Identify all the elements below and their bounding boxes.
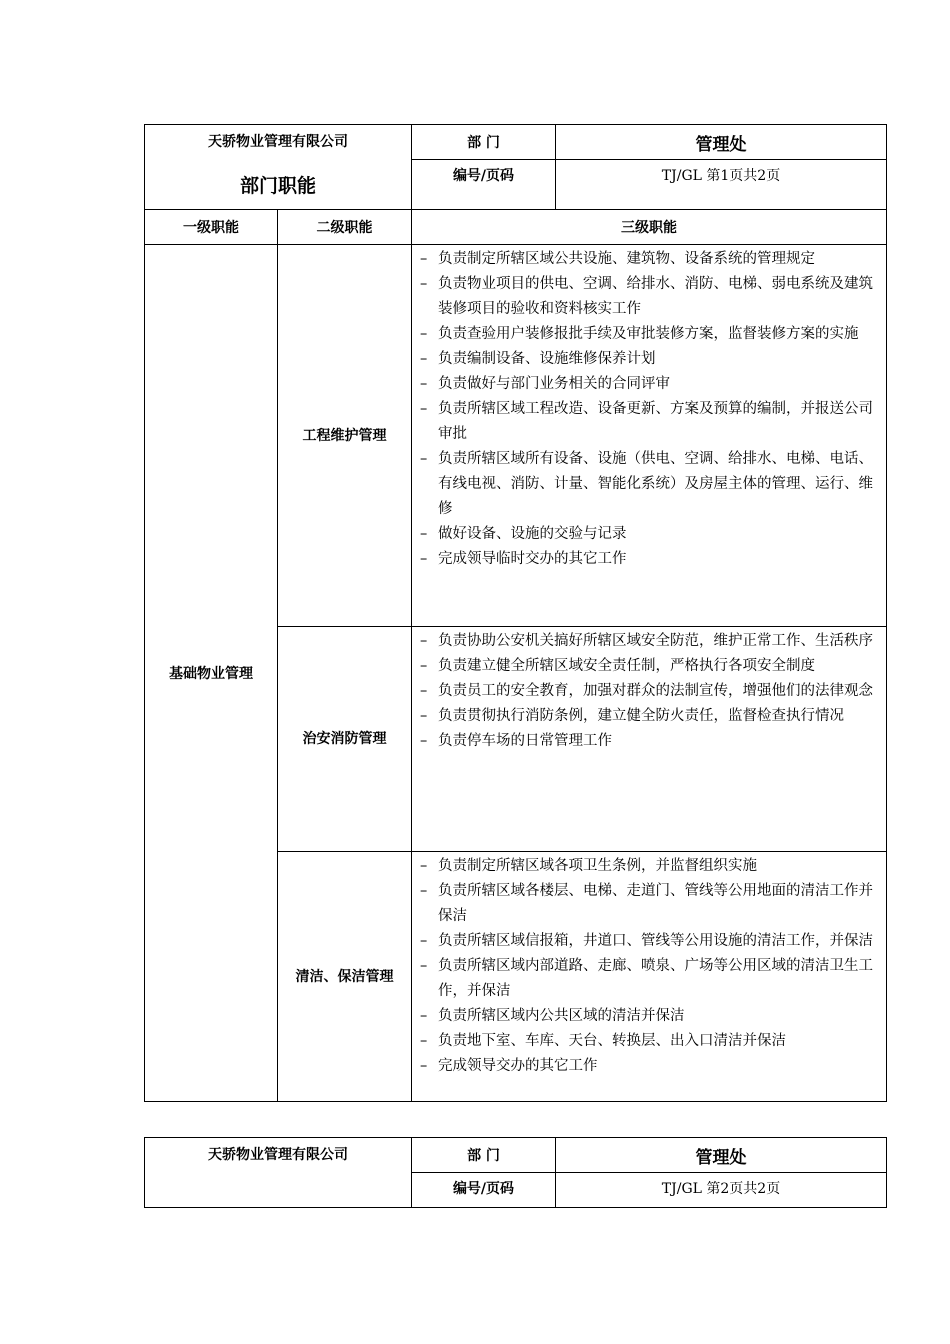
- column-header-level3: 三级职能: [412, 210, 887, 245]
- list-item: – 负责所辖区域工程改造、设备更新、方案及预算的编制，并报送公司审批: [420, 397, 880, 447]
- column-header-level2: 二级职能: [278, 210, 412, 245]
- page2-header-table: [144, 1137, 887, 1208]
- list-item: – 负责地下室、车库、天台、转换层、出入口清洁并保洁: [420, 1029, 880, 1054]
- engineering-duties-list: [412, 247, 886, 572]
- document-title: 部门职能: [239, 175, 316, 197]
- level3-engineering-cell: [412, 245, 887, 627]
- list-item: – 完成领导临时交办的其它工作: [420, 547, 880, 572]
- page-value: TJ/GL 第1页共2页: [556, 160, 887, 210]
- list-item: – 负责做好与部门业务相关的合同评审: [420, 372, 880, 397]
- list-item: – 负责所辖区域所有设备、设施（供电、空调、给排水、电梯、电话、有线电视、消防、计量、智能化系统）及房屋主体的管理、运行、维修: [420, 447, 880, 522]
- list-item: – 负责编制设备、设施维修保养计划: [420, 347, 880, 372]
- level1-function: 基础物业管理: [145, 245, 278, 1102]
- page-label: 编号/页码: [412, 1173, 556, 1208]
- level3-cleaning-cell: [412, 852, 887, 1102]
- level2-cleaning: 清洁、保洁管理: [278, 852, 412, 1102]
- column-header-level1: 一级职能: [145, 210, 278, 245]
- dept-label: 部 门: [412, 1138, 556, 1173]
- list-item: – 做好设备、设施的交验与记录: [420, 522, 880, 547]
- page1-function-table: [144, 124, 887, 1102]
- list-item: – 完成领导交办的其它工作: [420, 1054, 880, 1079]
- list-item: – 负责所辖区域信报箱，井道口、管线等公用设施的清洁工作，并保洁: [420, 929, 880, 954]
- dept-label: 部 门: [412, 125, 556, 160]
- list-item: – 负责制定所辖区域各项卫生条例，并监督组织实施: [420, 854, 880, 879]
- cleaning-duties-list: [412, 854, 886, 1079]
- page-value: TJ/GL 第2页共2页: [556, 1173, 887, 1208]
- level3-security-cell: [412, 627, 887, 852]
- dept-value: 管理处: [556, 1138, 887, 1173]
- list-item: – 负责贯彻执行消防条例，建立健全防火责任，监督检查执行情况: [420, 704, 880, 729]
- list-item: – 负责所辖区域内部道路、走廊、喷泉、广场等公用区域的清洁卫生工作，并保洁: [420, 954, 880, 1004]
- list-item: – 负责所辖区域内公共区域的清洁并保洁: [420, 1004, 880, 1029]
- list-item: – 负责停车场的日常管理工作: [420, 729, 880, 754]
- list-item: – 负责员工的安全教育，加强对群众的法制宣传，增强他们的法律观念: [420, 679, 880, 704]
- list-item: – 负责建立健全所辖区域安全责任制，严格执行各项安全制度: [420, 654, 880, 679]
- list-item: – 负责制定所辖区域公共设施、建筑物、设备系统的管理规定: [420, 247, 880, 272]
- page-label: 编号/页码: [412, 160, 556, 210]
- level2-engineering: 工程维护管理: [278, 245, 412, 627]
- dept-value: 管理处: [556, 125, 887, 160]
- security-duties-list: [412, 629, 886, 754]
- list-item: – 负责协助公安机关搞好所辖区域安全防范，维护正常工作、生活秩序: [420, 629, 880, 654]
- list-item: – 负责所辖区域各楼层、电梯、走道门、管线等公用地面的清洁工作并保洁: [420, 879, 880, 929]
- page2-company-cell: [145, 1138, 412, 1208]
- company-name: 天骄物业管理有限公司: [208, 1147, 348, 1163]
- list-item: – 负责查验用户装修报批手续及审批装修方案，监督装修方案的实施: [420, 322, 880, 347]
- list-item: – 负责物业项目的供电、空调、给排水、消防、电梯、弱电系统及建筑装修项目的验收和资料核实工作: [420, 272, 880, 322]
- company-name: 天骄物业管理有限公司: [208, 134, 348, 150]
- level2-security: 治安消防管理: [278, 627, 412, 852]
- header-company-cell: [145, 125, 412, 210]
